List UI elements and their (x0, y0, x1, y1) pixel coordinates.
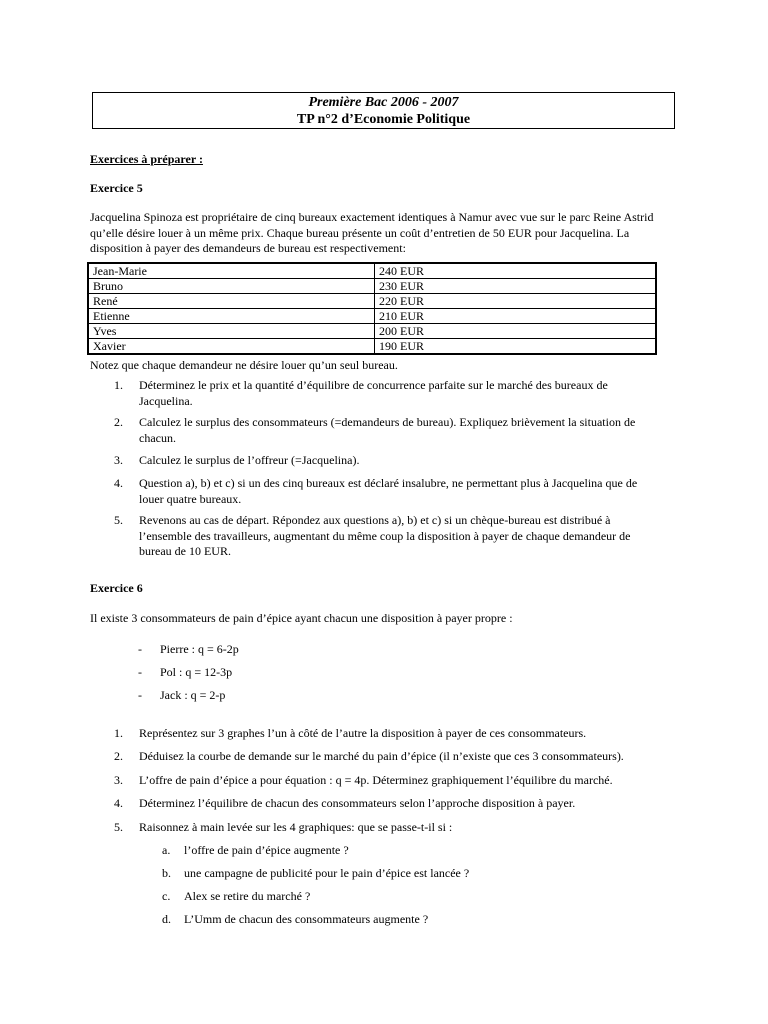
list-text: Représentez sur 3 graphes l’un à côté de l’autre la disposition à payer de ces consommateurs. (139, 726, 587, 740)
sub-item (162, 866, 469, 881)
sub-text: Alex se retire du marché ? (184, 889, 311, 903)
list-text: Question a), b) et c) si un des cinq bureaux est déclaré insalubre, ne permettant plus à Jacquelina que de louer quatre bureaux. (139, 476, 638, 506)
bullet-dash: - (138, 688, 142, 702)
exercise-5-note: Notez que chaque demandeur ne désire louer qu’un seul bureau. (90, 358, 398, 372)
table-row (88, 309, 656, 324)
list-number: 4. (114, 796, 123, 810)
table-cell-value: 190 EUR (375, 339, 657, 355)
list-number: 5. (114, 513, 123, 527)
sub-text: l’offre de pain d’épice augmente ? (184, 843, 349, 857)
list-text: Revenons au cas de départ. Répondez aux questions a), b) et c) si un chèque-bureau est distribué à l’ensemble des travailleurs, augmentant du même coup la disposition à payer de chaque demandeur de bureau de 10 EUR. (139, 513, 631, 558)
exercise-6-intro: Il existe 3 consommateurs de pain d’épice ayant chacun une disposition à payer propre : (90, 611, 513, 625)
list-text: L’offre de pain d’épice a pour équation : q = 4p. Déterminez graphiquement l’équilibre du marché. (139, 773, 613, 787)
table-row (88, 324, 656, 339)
list-number: 2. (114, 415, 123, 429)
exercise-5-title: Exercice 5 (90, 181, 143, 195)
sub-letter: c. (162, 889, 171, 903)
bullet-dash: - (138, 665, 142, 679)
list-text: Raisonnez à main levée sur les 4 graphiques: que se passe-t-il si : (139, 820, 453, 834)
table-cell-name: René (88, 294, 375, 309)
table-cell-name: Yves (88, 324, 375, 339)
table-cell-name: Xavier (88, 339, 375, 355)
document-title: TP n°2 d’Economie Politique (296, 112, 471, 127)
table-cell-name: Etienne (88, 309, 375, 324)
consumer-item (138, 642, 239, 657)
sub-item (162, 912, 428, 927)
table-row (88, 279, 656, 294)
table-row (88, 263, 656, 279)
table-cell-value: 230 EUR (375, 279, 657, 294)
list-number: 1. (114, 378, 123, 392)
list-text: Déterminez le prix et la quantité d’équilibre de concurrence parfaite sur le marché des bureaux de Jacquelina. (139, 378, 608, 408)
list-number: 3. (114, 453, 123, 467)
table-cell-value: 220 EUR (375, 294, 657, 309)
sub-text: une campagne de publicité pour le pain d’épice est lancée ? (184, 866, 470, 880)
consumer-item (138, 688, 225, 703)
sub-text: L’Umm de chacun des consommateurs augmente ? (184, 912, 429, 926)
bullet-dash: - (138, 642, 142, 656)
sub-letter: d. (162, 912, 171, 926)
list-text: Calculez le surplus de l’offreur (=Jacquelina). (139, 453, 360, 467)
consumer-equation: Jack : q = 2-p (160, 688, 226, 702)
consumer-item (138, 665, 232, 680)
sub-letter: b. (162, 866, 171, 880)
title-box (92, 92, 675, 129)
table-cell-name: Bruno (88, 279, 375, 294)
list-number: 5. (114, 820, 123, 834)
table-cell-value: 210 EUR (375, 309, 657, 324)
course-year: Première Bac 2006 - 2007 (308, 95, 459, 110)
sub-letter: a. (162, 843, 171, 857)
list-text: Déterminez l’équilibre de chacun des consommateurs selon l’approche disposition à payer. (139, 796, 576, 810)
sub-item (162, 889, 310, 904)
exercise-6-title: Exercice 6 (90, 581, 143, 595)
table-cell-value: 200 EUR (375, 324, 657, 339)
exercise-5-intro: Jacquelina Spinoza est propriétaire de cinq bureaux exactement identiques à Namur avec vue sur le parc Reine Astrid qu’elle désire louer à un même prix. Chaque bureau présente un coût d’entretien de 50 EUR pour Jacquelina. La disposition à payer des demandeurs de bureau est respectivement: (90, 210, 654, 255)
table-cell-value: 240 EUR (375, 263, 657, 279)
list-text: Déduisez la courbe de demande sur le marché du pain d’épice (il n’existe que ces 3 consommateurs). (139, 749, 624, 763)
table-row (88, 294, 656, 309)
list-number: 2. (114, 749, 123, 763)
consumer-equation: Pierre : q = 6-2p (160, 642, 239, 656)
table-cell-name: Jean-Marie (88, 263, 375, 279)
table-row (88, 339, 656, 355)
willingness-to-pay-table (87, 262, 657, 355)
consumer-equation: Pol : q = 12-3p (160, 665, 233, 679)
section-heading: Exercices à préparer : (90, 152, 203, 166)
sub-item (162, 843, 349, 858)
list-text: Calculez le surplus des consommateurs (=demandeurs de bureau). Expliquez brièvement la situation de chacun. (139, 415, 636, 445)
list-number: 1. (114, 726, 123, 740)
list-number: 3. (114, 773, 123, 787)
list-number: 4. (114, 476, 123, 490)
